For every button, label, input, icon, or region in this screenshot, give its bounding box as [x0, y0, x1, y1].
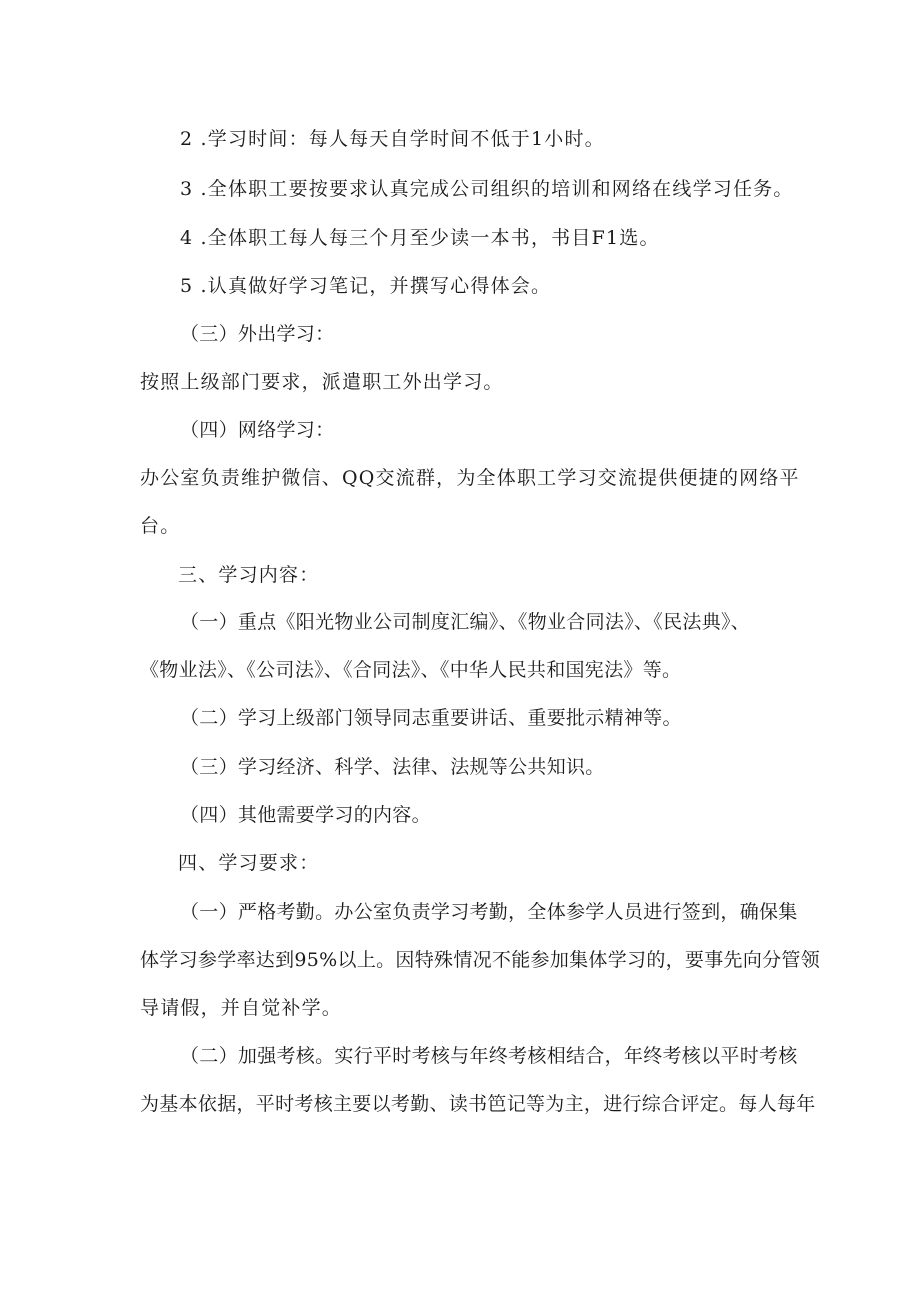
paragraph-requirement-1-line-3: 导请假，并自觉补学。 — [140, 997, 343, 1019]
paragraph-requirement-1-line-2: 体学习参学率达到95%以上。因特殊情况不能参加集体学习的，要事先向分管领 — [140, 949, 821, 971]
list-item-study-time: 2 .学习时间：每人每天自学时间不低于1小时。 — [180, 128, 605, 150]
paragraph-content-4: （四）其他需要学习的内容。 — [180, 804, 431, 826]
paragraph-content-1-line-1: （一）重点《阳光物业公司制度汇编》、《物业合同法》、《民法典》、 — [180, 611, 751, 633]
paragraph-content-3: （三）学习经济、科学、法律、法规等公共知识。 — [180, 756, 605, 778]
paragraph-online-study-line-1: 办公室负责维护微信、QQ交流群，为全体职工学习交流提供便捷的网络平 — [140, 467, 800, 489]
paragraph-online-study-line-2: 台。 — [140, 515, 181, 537]
list-item-reading: 4 .全体职工每人每三个月至少读一本书，书目F1选。 — [180, 227, 660, 249]
paragraph-content-2: （二）学习上级部门领导同志重要讲话、重要批示精神等。 — [180, 707, 682, 729]
list-item-notes: 5 .认真做好学习笔记，并撰写心得体会。 — [180, 275, 552, 297]
list-item-online-tasks: 3 .全体职工要按要求认真完成公司组织的培训和网络在线学习任务。 — [180, 178, 794, 200]
paragraph-requirement-1-line-1: （一）严格考勤。办公室负责学习考勤，全体参学人员进行签到，确保集 — [180, 901, 798, 923]
section-heading-study-content: 三、学习内容： — [178, 564, 320, 586]
section-heading-online-study: （四）网络学习： — [180, 419, 335, 441]
section-heading-study-requirements: 四、学习要求： — [178, 852, 320, 874]
paragraph-external-study: 按照上级部门要求，派遣职工外出学习。 — [140, 371, 504, 393]
paragraph-requirement-2-line-1: （二）加强考核。实行平时考核与年终考核相结合，年终考核以平时考核 — [180, 1045, 798, 1067]
paragraph-content-1-line-2: 《物业法》、《公司法》、《合同法》、《中华人民共和国宪法》等。 — [140, 659, 682, 681]
section-heading-external-study: （三）外出学习： — [180, 323, 335, 345]
paragraph-requirement-2-line-2: 为基本依据，平时考核主要以考勤、读书笆记等为主，进行综合评定。每人每年 — [140, 1093, 816, 1115]
